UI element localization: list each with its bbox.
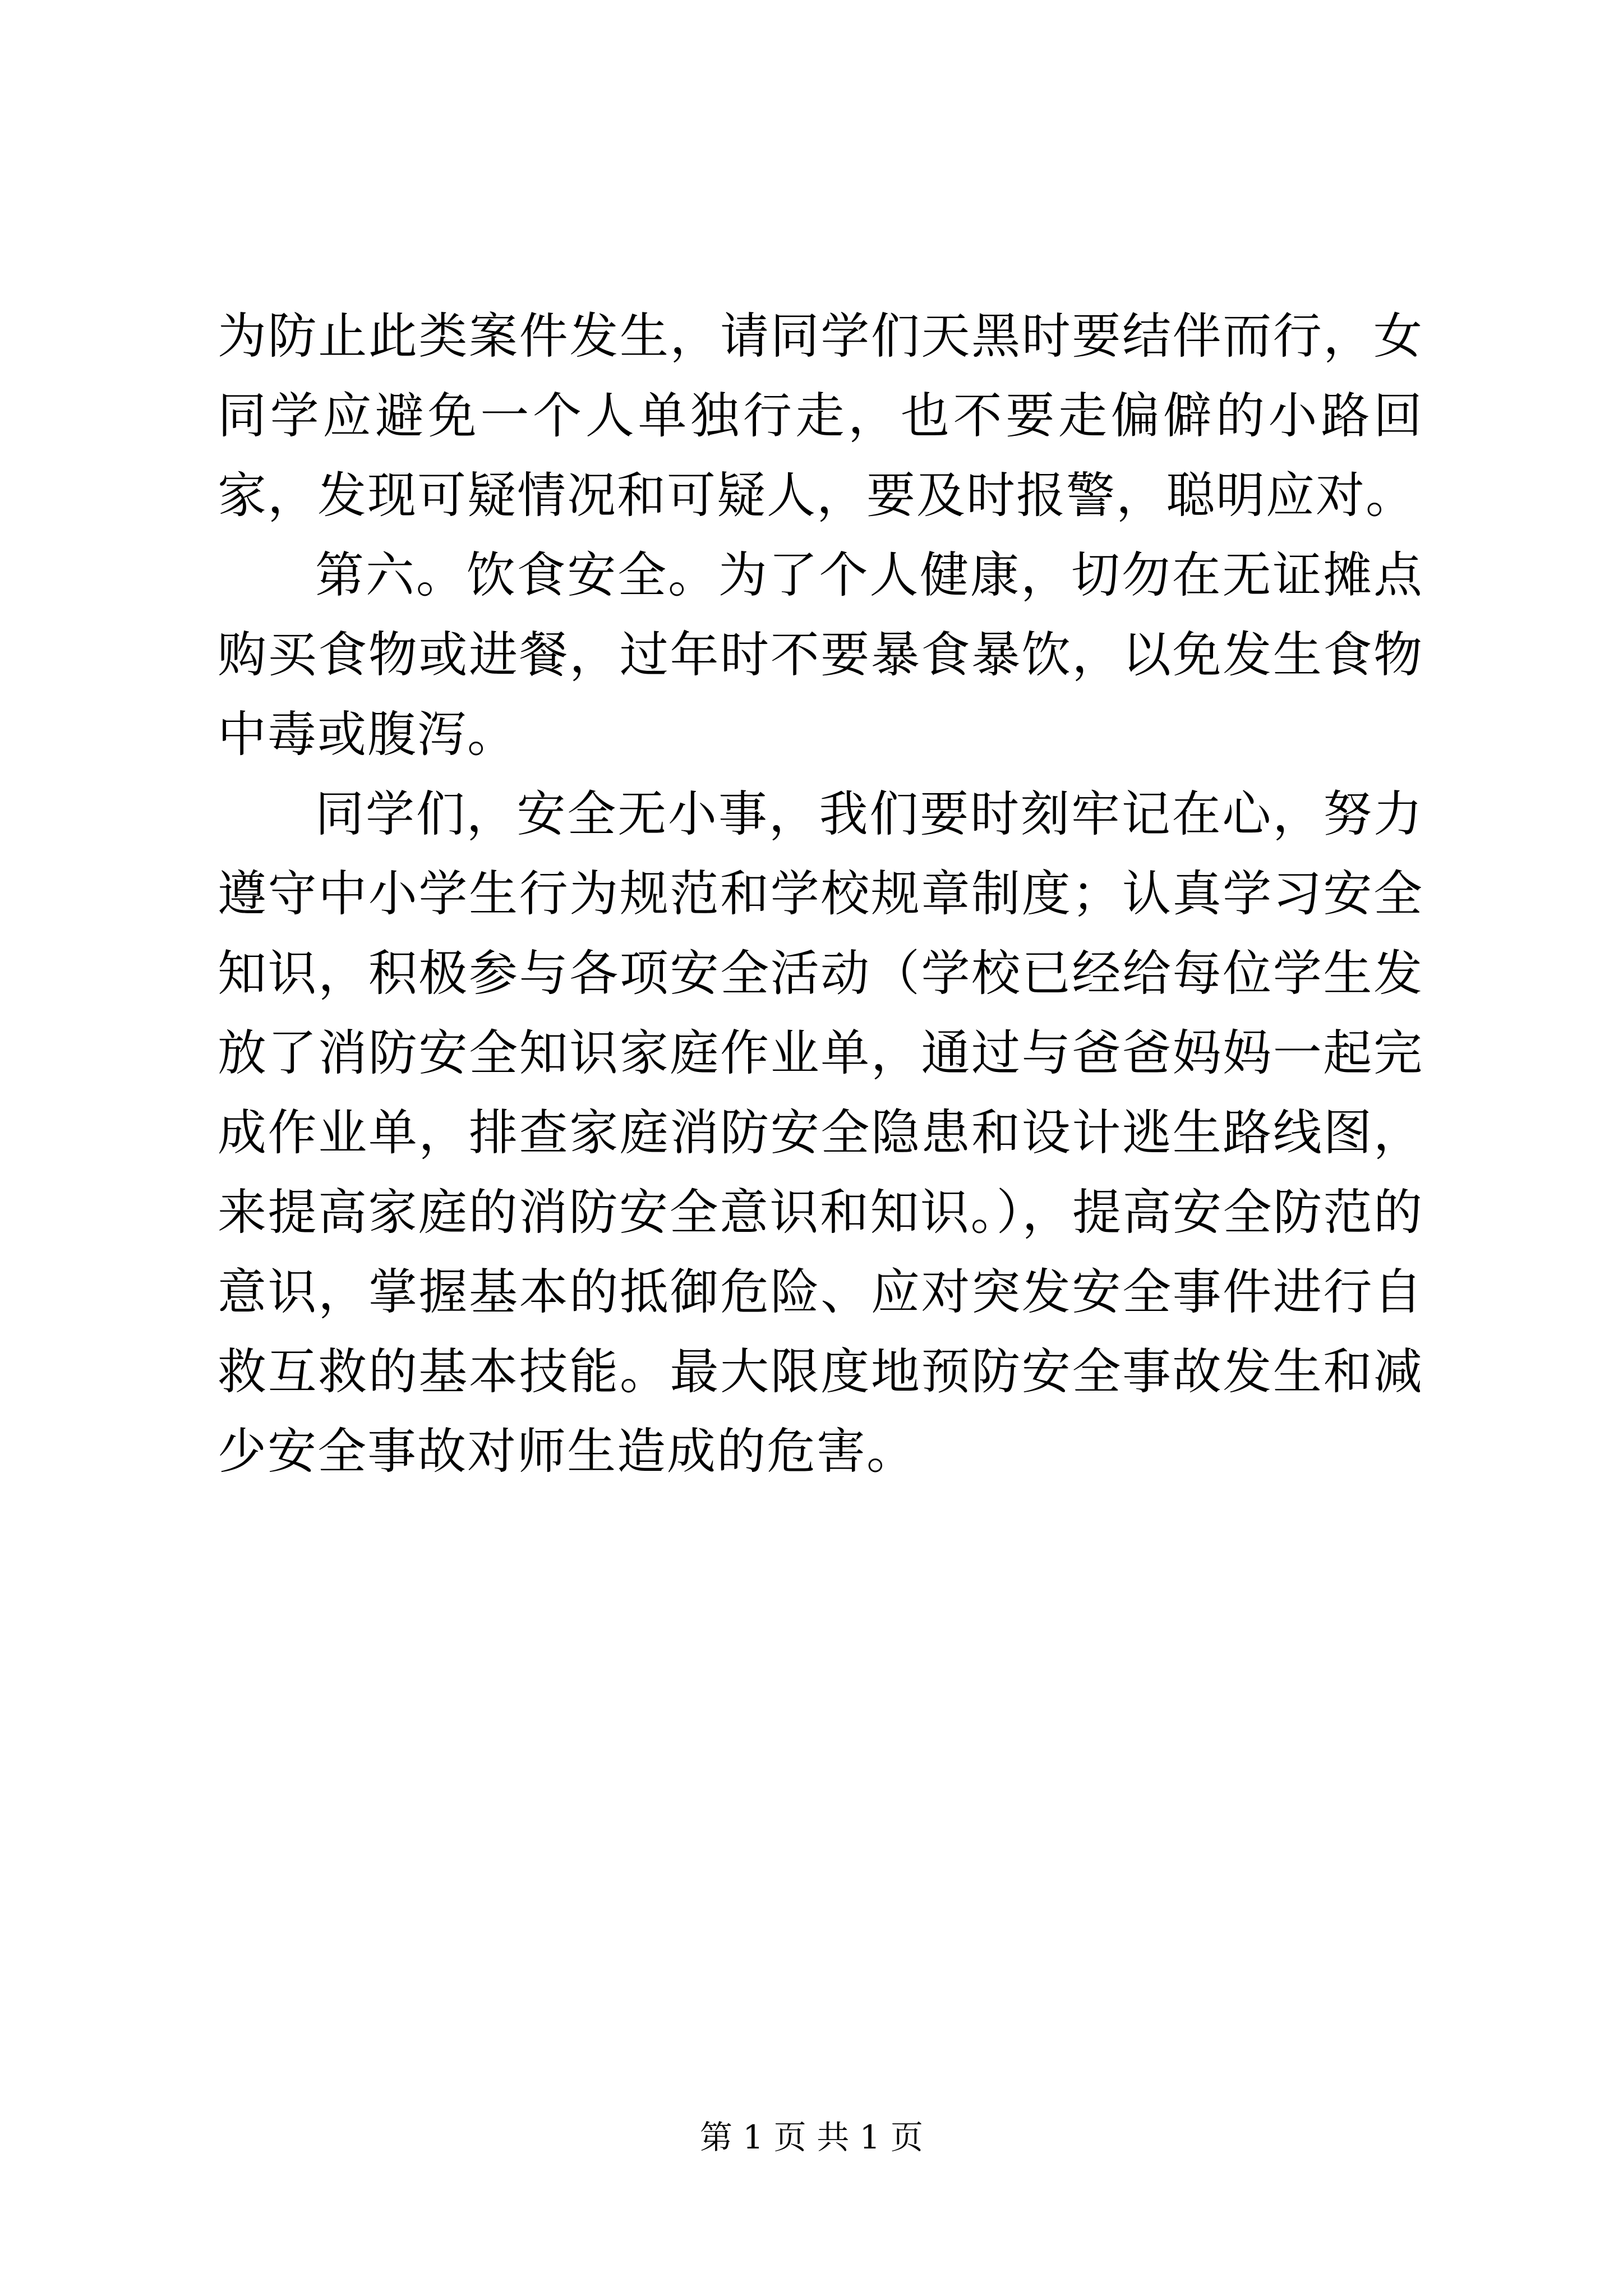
paragraph-continuation: 为防止此类案件发生，请同学们天黑时要结伴而行，女同学应避免一个人单独行走，也不要走偏僻的小路回家，发现可疑情况和可疑人，要及时报警，聪明应对。 <box>218 307 1423 524</box>
page-footer: 第 1 页 共 1 页 <box>700 2118 923 2156</box>
document-body <box>218 296 1423 1491</box>
paragraph-food-safety: 第六。饮食安全。为了个人健康，切勿在无证摊点购买食物或进餐，过年时不要暴食暴饮，以免发生食物中毒或腹泻。 <box>218 546 1423 763</box>
paragraph-conclusion: 同学们，安全无小事，我们要时刻牢记在心，努力遵守中小学生行为规范和学校规章制度；认真学习安全知识，积极参与各项安全活动（学校已经给每位学生发放了消防安全知识家庭作业单，通过与爸爸妈妈一起完成作业单，排查家庭消防安全隐患和设计逃生路线图，来提高家庭的消防安全意识和知识。），提高安全防范的意识，掌握基本的抵御危险、应对突发安全事件进行自救互救的基本技能。最大限度地预防安全事故发生和减少安全事故对师生造成的危害。 <box>218 785 1423 1480</box>
